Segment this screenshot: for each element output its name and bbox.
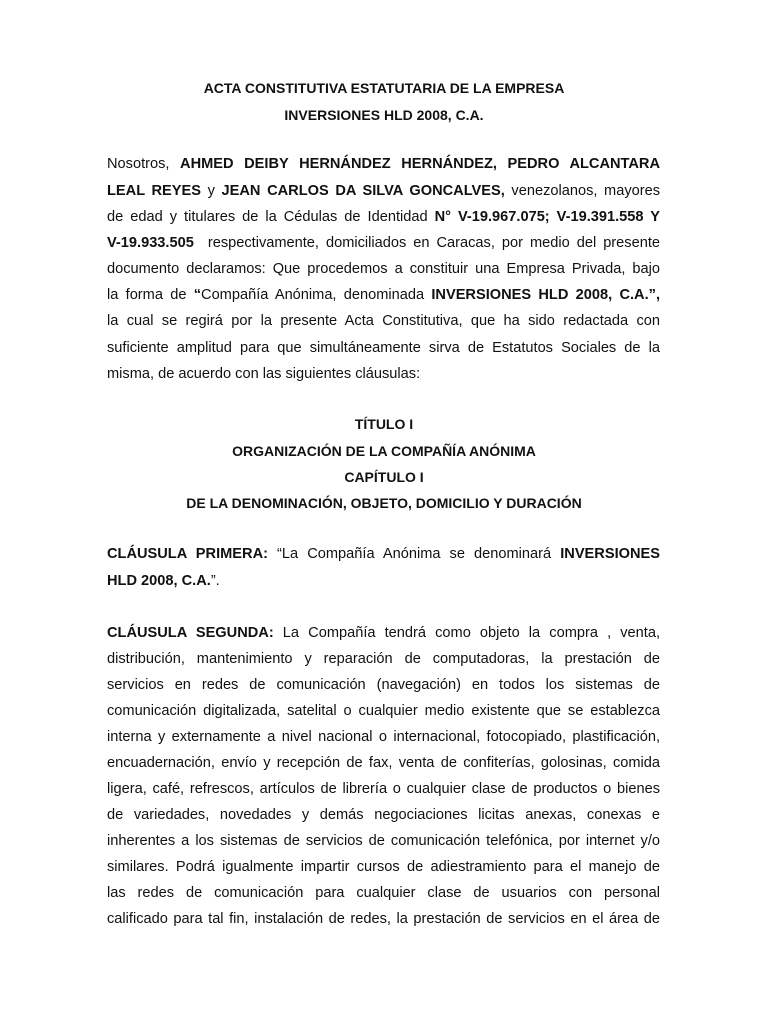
intro-line-3 [107, 208, 660, 226]
intro-line-8: suficiente amplitud para que simultáneamente sirva de Estatutos Sociales de la [107, 340, 660, 356]
intro-text: de edad y titulares de la Cédulas de Identidad [107, 209, 435, 225]
intro-text: respectivamente, domiciliados en Caracas, por medio del presente [193, 235, 660, 251]
clause-2-line: similares. Podrá igualmente impartir cursos de adiestramiento para el manejo de [107, 859, 660, 875]
clause-text: “La Compañía Anónima se denominará [267, 546, 561, 562]
clause-2-line: distribución, mantenimiento y reparación de computadoras, la prestación de [107, 651, 660, 667]
open-quote: “ [193, 287, 202, 303]
document-title-line-2: INVERSIONES HLD 2008, C.A. [284, 107, 484, 123]
clause-2-line: ligera, café, refrescos, artículos de librería o cualquier clase de productos o bienes [107, 781, 660, 797]
intro-line-9: misma, de acuerdo con las siguientes cláusulas: [107, 366, 421, 382]
clause-text: La Compañía tendrá como objeto la compra , venta, [273, 625, 661, 641]
intro-line-2 [107, 182, 660, 200]
clause-2-line: servicios en redes de comunicación (navegación) en todos los sistemas de [107, 677, 660, 693]
founder-names: AHMED DEIBY HERNÁNDEZ HERNÁNDEZ, PEDRO ALCANTARA [180, 156, 660, 172]
company-name: HLD 2008, C.A. [107, 573, 211, 589]
clause-text: ”. [210, 573, 220, 589]
title-heading: TÍTULO I [354, 416, 414, 432]
intro-line-1 [107, 155, 660, 173]
clause-2-line: comunicación digitalizada, satelital o cualquier medio existente que se establezca [107, 703, 660, 719]
intro-text: Compañía Anónima, denominada [201, 287, 432, 303]
clause-2-line: calificado para tal fin, instalación de redes, la prestación de servicios en el área de [107, 911, 660, 927]
id-numbers: N° V-19.967.075; V-19.391.558 Y [434, 209, 660, 225]
intro-line-5: documento declaramos: Que procedemos a constituir una Empresa Privada, bajo [107, 261, 660, 277]
intro-line-7: la cual se regirá por la presente Acta Constitutiva, que ha sido redactada con [107, 313, 660, 329]
chapter-heading: CAPÍTULO I [344, 469, 424, 485]
clause-1-line-1 [107, 545, 660, 563]
company-name: INVERSIONES HLD 2008, C.A.”, [431, 287, 660, 303]
clause-label: CLÁUSULA PRIMERA: [107, 546, 268, 562]
founder-names: LEAL REYES [107, 183, 201, 199]
company-name: INVERSIONES [560, 546, 660, 562]
clause-2-line-1 [107, 624, 660, 642]
intro-text: y [200, 183, 222, 199]
document-title-line-1: ACTA CONSTITUTIVA ESTATUTARIA DE LA EMPRESA [203, 80, 565, 96]
intro-text: la forma de [107, 287, 194, 303]
chapter-name-heading: DE LA DENOMINACIÓN, OBJETO, DOMICILIO Y DURACIÓN [186, 495, 582, 511]
intro-line-6 [107, 286, 660, 304]
clause-2-line: de variedades, novedades y demás negociaciones licitas anexas, conexas e [107, 807, 660, 823]
clause-2-line: inherentes a los sistemas de servicios de comunicación telefónica, por internet y/o [107, 833, 660, 849]
founder-names: JEAN CARLOS DA SILVA GONCALVES, [221, 183, 505, 199]
clause-2-line: encuadernación, envío y recepción de fax, venta de confiterías, golosinas, comida [107, 755, 660, 771]
clause-label: CLÁUSULA SEGUNDA: [107, 625, 274, 641]
intro-text: Nosotros, [107, 156, 181, 172]
clause-2-line: interna y externamente a nivel nacional o internacional, fotocopiado, plastificación, [107, 729, 660, 745]
id-numbers: V-19.933.505 [107, 235, 194, 251]
clause-2-line: las redes de comunicación para cualquier clase de usuarios con personal [107, 885, 660, 901]
intro-text: venezolanos, mayores [504, 183, 661, 199]
intro-line-4 [107, 234, 660, 252]
title-name-heading: ORGANIZACIÓN DE LA COMPAÑÍA ANÓNIMA [232, 443, 536, 459]
clause-1-line-2 [107, 572, 660, 590]
